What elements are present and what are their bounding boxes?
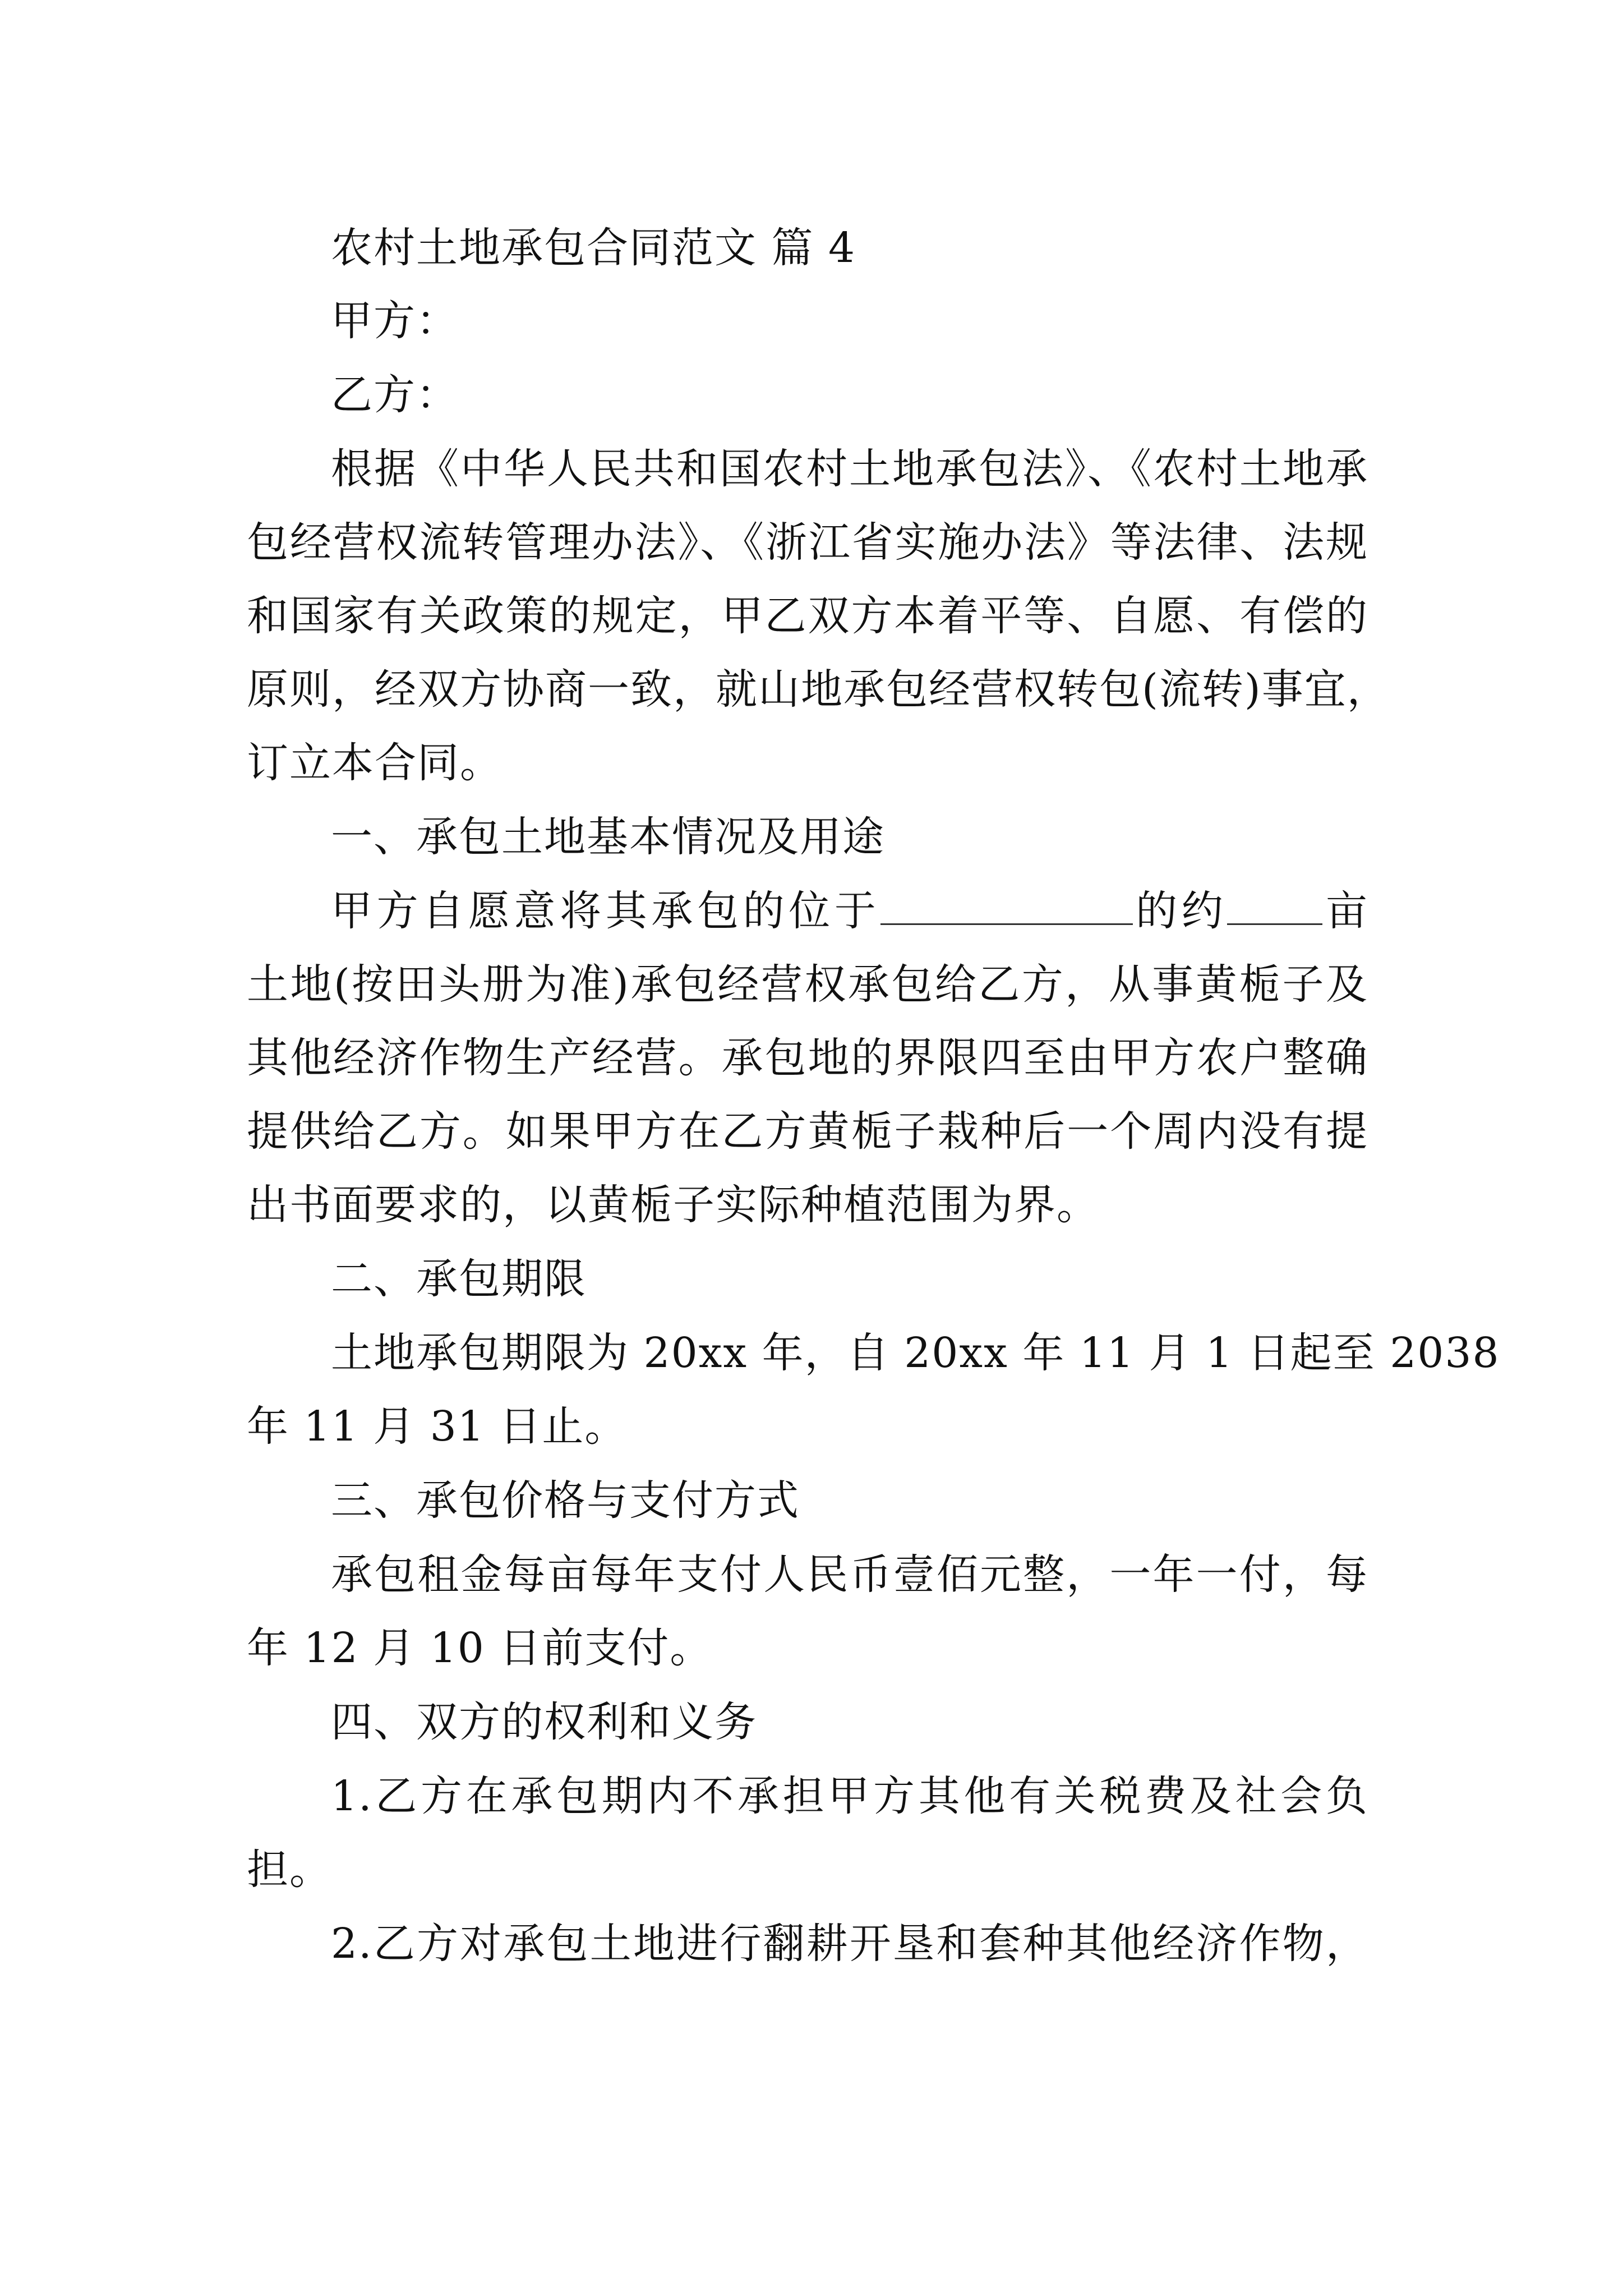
section1-line: 其他经济作物生产经营。承包地的界限四至由甲方农户整确 <box>247 1034 1368 1082</box>
land-location-text-a: 甲方自愿意将其承包的位于 <box>331 887 880 935</box>
intro-line: 根据《中华人民共和国农村土地承包法》、《农村土地承 <box>331 445 1368 493</box>
section-heading: 二、承包期限 <box>331 1255 587 1303</box>
section-heading: 三、承包价格与支付方式 <box>331 1476 800 1525</box>
intro-line: 原则，经双方协商一致，就山地承包经营权转包(流转)事宜， <box>247 665 1390 714</box>
section-heading: 四、双方的权利和义务 <box>331 1698 757 1746</box>
section1-line: 出书面要求的，以黄栀子实际种植范围为界。 <box>247 1181 1099 1229</box>
section4-item1-line: 1.乙方在承包期内不承担甲方其他有关税费及社会负 <box>331 1772 1368 1820</box>
section-heading: 一、承包土地基本情况及用途 <box>331 813 885 861</box>
area-blank <box>1227 884 1322 925</box>
section3-line: 年 12 月 10 日前支付。 <box>247 1624 713 1672</box>
party-b-label: 乙方： <box>331 371 459 419</box>
intro-line: 包经营权流转管理办法》、《浙江省实施办法》等法律、法规 <box>247 518 1368 567</box>
document-title: 农村土地承包合同范文 篇 4 <box>331 224 856 272</box>
section1-line: 土地(按田头册为准)承包经营权承包给乙方，从事黄栀子及 <box>247 960 1368 1009</box>
land-location-line <box>331 883 1368 939</box>
section4-item2-line: 2.乙方对承包土地进行翻耕开垦和套种其他经济作物， <box>331 1920 1368 1968</box>
section1-line: 提供给乙方。如果甲方在乙方黄栀子栽种后一个周内没有提 <box>247 1107 1368 1156</box>
section4-item1-line: 担。 <box>247 1846 332 1894</box>
intro-line: 和国家有关政策的规定，甲乙双方本着平等、自愿、有偿的 <box>247 592 1368 640</box>
land-location-text-b: 的约 <box>1132 887 1228 935</box>
intro-line: 订立本合同。 <box>247 739 502 787</box>
location-blank <box>880 884 1133 925</box>
section2-line: 年 11 月 31 日止。 <box>247 1402 628 1451</box>
section3-line: 承包租金每亩每年支付人民币壹佰元整，一年一付，每 <box>331 1550 1368 1599</box>
section2-line: 土地承包期限为 20xx 年，自 20xx 年 11 月 1 日起至 2038 <box>331 1329 1500 1377</box>
party-a-label: 甲方： <box>331 297 459 345</box>
land-location-text-c: 亩 <box>1322 887 1368 935</box>
